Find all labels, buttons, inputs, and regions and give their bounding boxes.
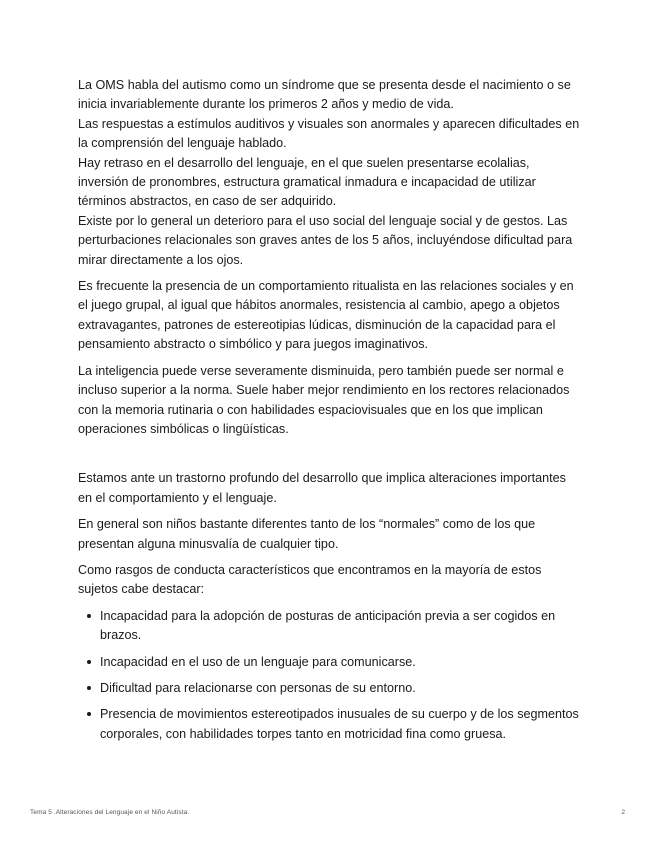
list-item-text: Incapacidad para la adopción de posturas de anticipación previa a ser cogidos en brazos. xyxy=(100,608,556,643)
paragraph-inteligencia: La inteligencia puede verse severamente disminuida, pero también puede ser normal e incluso superior a la norma. Suele haber mejor rendimiento en los rectores relacionados con la memoria rutinaria o con habilidades espaciovisuales que en los que implican operaciones simbólicas o lingüísticas. xyxy=(78,363,570,436)
bullet-dot-icon xyxy=(87,712,91,716)
bullet-dot-icon xyxy=(87,660,91,664)
paragraph-ritualista: Es frecuente la presencia de un comportamiento ritualista en las relaciones sociales y en el juego grupal, al igual que hábitos anormales, resistencia al cambio, apego a objetos extravagantes, patrones de estereotipias lúdicas, disminución de la capacidad para el pensamiento abstracto o simbólico y para juegos imaginativos. xyxy=(78,279,574,352)
footer-title: Tema 5 .Alteraciones del Lenguaje en el Niño Autista. xyxy=(30,809,190,816)
page-number: 2 xyxy=(621,809,625,816)
paragraph-retraso: Hay retraso en el desarrollo del lenguaje, en el que suelen presentarse ecolalias, inversión de pronombres, estructura gramatical inmadura e incapacidad de utilizar términos abstractos, en caso de ser adquirido. xyxy=(78,155,536,209)
list-item xyxy=(100,607,580,646)
list-item xyxy=(100,679,580,698)
paragraph-respuestas: Las respuestas a estímulos auditivos y visuales son anormales y aparecen dificultades en la comprensión del lenguaje hablado. xyxy=(78,116,580,151)
list-item-text: Dificultad para relacionarse con personas de su entorno. xyxy=(100,680,416,695)
page-content xyxy=(78,76,580,751)
list-item xyxy=(100,705,580,744)
traits-list xyxy=(78,607,580,744)
paragraph-rasgos: Como rasgos de conducta característicos que encontramos en la mayoría de estos sujetos cabe destacar: xyxy=(78,562,542,597)
list-item xyxy=(100,653,580,672)
list-item-text: Presencia de movimientos estereotipados inusuales de su cuerpo y de los segmentos corporales, con habilidades torpes tanto en motricidad fina como gruesa. xyxy=(100,707,579,741)
paragraph-trastorno: Estamos ante un trastorno profundo del desarrollo que implica alteraciones importantes en el comportamiento y el lenguaje. xyxy=(78,471,566,505)
paragraph-oms: La OMS habla del autismo como un síndrome que se presenta desde el nacimiento o se inicia invariablemente durante los primeros 2 años y medio de vida. xyxy=(78,78,571,112)
paragraph-general: En general son niños bastante diferentes tanto de los “normales” como de los que presentan alguna minusvalía de cualquier tipo. xyxy=(78,517,536,551)
section-spacer xyxy=(78,446,580,469)
list-item-text: Incapacidad en el uso de un lenguaje para comunicarse. xyxy=(100,654,416,669)
bullet-dot-icon xyxy=(87,614,91,618)
bullet-dot-icon xyxy=(87,686,91,690)
paragraph-deterioro: Existe por lo general un deterioro para el uso social del lenguaje social y de gestos. Las perturbaciones relacionales son graves antes de los 5 años, incluyéndose dificultad para mirar directamente a los ojos. xyxy=(78,213,573,267)
